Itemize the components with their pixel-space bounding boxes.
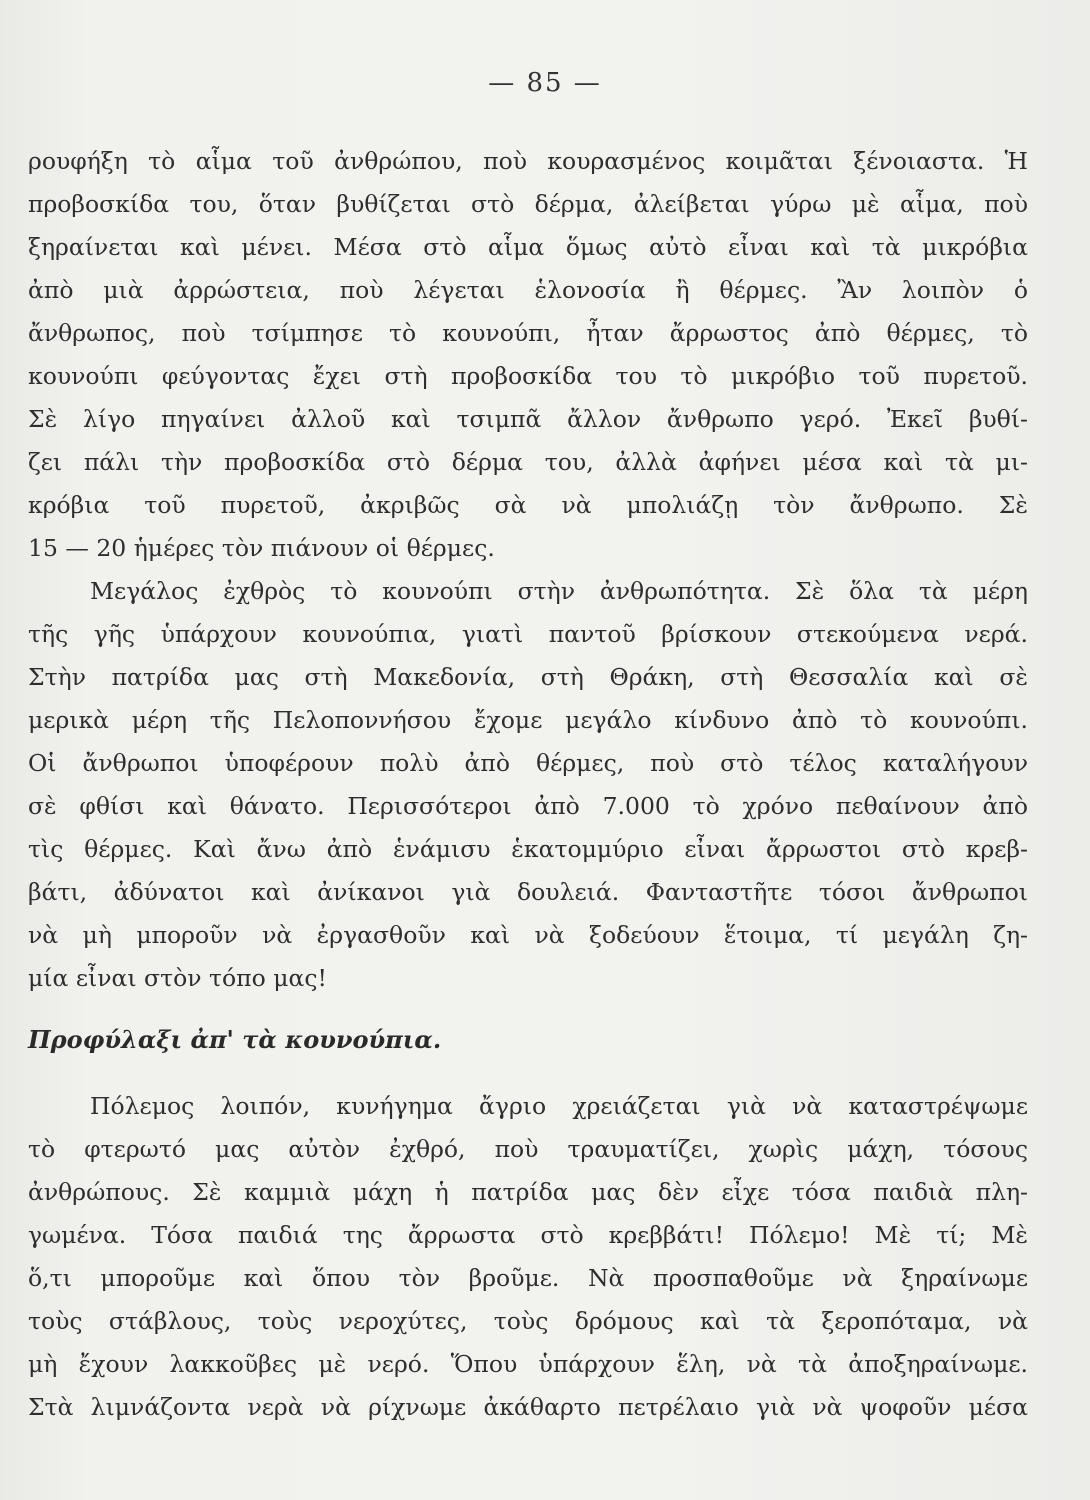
- text-line: μὴ ἔχουν λακκοῦβες μὲ νερό. Ὅπου ὑπάρχουν ἕλη, νὰ τὰ ἀποξηραίνωμε.: [28, 1350, 1028, 1378]
- text-line: κουνούπι φεύγοντας ἔχει στὴ προβοσκίδα του τὸ μικρόβιο τοῦ πυρετοῦ.: [28, 362, 1028, 390]
- text-line: Σὲ λίγο πηγαίνει ἀλλοῦ καὶ τσιμπᾶ ἄλλον ἄνθρωπο γερό. Ἐκεῖ βυθί-: [28, 405, 1028, 433]
- text-line: τῆς γῆς ὑπάρχουν κουνούπια, γιατὶ παντοῦ βρίσκουν στεκούμενα νερά.: [28, 620, 1028, 648]
- text-line: ξηραίνεται καὶ μένει. Μέσα στὸ αἷμα ὅμως αὐτὸ εἶναι καὶ τὰ μικρόβια: [28, 233, 1028, 261]
- text-line: Στὴν πατρίδα μας στὴ Μακεδονία, στὴ Θράκη, στὴ Θεσσαλία καὶ σὲ: [28, 663, 1028, 691]
- paragraph-2: [28, 570, 1028, 1000]
- text-line: Στὰ λιμνάζοντα νερὰ νὰ ρίχνωμε ἀκάθαρτο πετρέλαιο γιὰ νὰ ψοφοῦν μέσα: [28, 1393, 1028, 1421]
- text-line: ἄνθρωπος, ποὺ τσίμπησε τὸ κουνούπι, ἦταν ἄρρωστος ἀπὸ θέρμες, τὸ: [28, 319, 1028, 347]
- section-heading: Προφύλαξι ἀπ' τὰ κουνούπια.: [28, 1025, 442, 1054]
- text-line: ρουφήξη τὸ αἷμα τοῦ ἀνθρώπου, ποὺ κουρασμένος κοιμᾶται ξένοιαστα. Ἡ: [28, 147, 1028, 175]
- text-line: νὰ μὴ μποροῦν νὰ ἐργασθοῦν καὶ νὰ ξοδεύουν ἕτοιμα, τί μεγάλη ζη-: [28, 921, 1028, 949]
- text-line: γωμένα. Τόσα παιδιά της ἄρρωστα στὸ κρεββάτι! Πόλεμο! Μὲ τί; Μὲ: [28, 1221, 1028, 1249]
- text-line: ζει πάλι τὴν προβοσκίδα στὸ δέρμα του, ἀλλὰ ἀφήνει μέσα καὶ τὰ μι-: [28, 448, 1028, 476]
- text-line: τὸ φτερωτό μας αὐτὸν ἐχθρό, ποὺ τραυματίζει, χωρὶς μάχη, τόσους: [28, 1135, 1028, 1163]
- text-line: Πόλεμος λοιπόν, κυνήγημα ἄγριο χρειάζεται γιὰ νὰ καταστρέψωμε: [90, 1092, 1028, 1120]
- text-line: ἀνθρώπους. Σὲ καμμιὰ μάχη ἡ πατρίδα μας δὲν εἶχε τόσα παιδιὰ πλη-: [28, 1178, 1028, 1206]
- text-line: Μεγάλος ἐχθρὸς τὸ κουνούπι στὴν ἀνθρωπότητα. Σὲ ὅλα τὰ μέρη: [90, 577, 1028, 605]
- text-line: μία εἶναι στὸν τόπο μας!: [28, 964, 327, 992]
- text-line: μερικὰ μέρη τῆς Πελοποννήσου ἔχομε μεγάλο κίνδυνο ἀπὸ τὸ κουνούπι.: [28, 706, 1028, 734]
- text-line: τοὺς στάβλους, τοὺς νεροχύτες, τοὺς δρόμους καὶ τὰ ξεροπόταμα, νὰ: [28, 1307, 1028, 1335]
- text-line: τὶς θέρμες. Καὶ ἄνω ἀπὸ ἑνάμισυ ἑκατομμύριο εἶναι ἄρρωστοι στὸ κρεβ-: [28, 835, 1028, 863]
- page-number: — 85 —: [488, 68, 602, 98]
- text-line: Οἱ ἄνθρωποι ὑποφέρουν πολὺ ἀπὸ θέρμες, ποὺ στὸ τέλος καταλήγουν: [28, 749, 1028, 777]
- paragraph-3: [28, 1085, 1028, 1429]
- paragraph-1: [28, 140, 1028, 570]
- text-line: ὅ,τι μποροῦμε καὶ ὅπου τὸν βροῦμε. Νὰ προσπαθοῦμε νὰ ξηραίνωμε: [28, 1264, 1028, 1292]
- text-line: βάτι, ἀδύνατοι καὶ ἀνίκανοι γιὰ δουλειά. Φανταστῆτε τόσοι ἄνθρωποι: [28, 878, 1028, 906]
- text-line: σὲ φθίσι καὶ θάνατο. Περισσότεροι ἀπὸ 7.000 τὸ χρόνο πεθαίνουν ἀπὸ: [28, 792, 1028, 820]
- text-line: ἀπὸ μιὰ ἀρρώστεια, ποὺ λέγεται ἑλονοσία ἢ θέρμες. Ἂν λοιπὸν ὁ: [28, 276, 1028, 304]
- text-line: προβοσκίδα του, ὅταν βυθίζεται στὸ δέρμα, ἀλείβεται γύρω μὲ αἷμα, ποὺ: [28, 190, 1028, 218]
- text-line: κρόβια τοῦ πυρετοῦ, ἀκριβῶς σὰ νὰ μπολιάζῃ τὸν ἄνθρωπο. Σὲ: [28, 491, 1028, 519]
- text-line: 15 — 20 ἡμέρες τὸν πιάνουν οἱ θέρμες.: [28, 534, 495, 562]
